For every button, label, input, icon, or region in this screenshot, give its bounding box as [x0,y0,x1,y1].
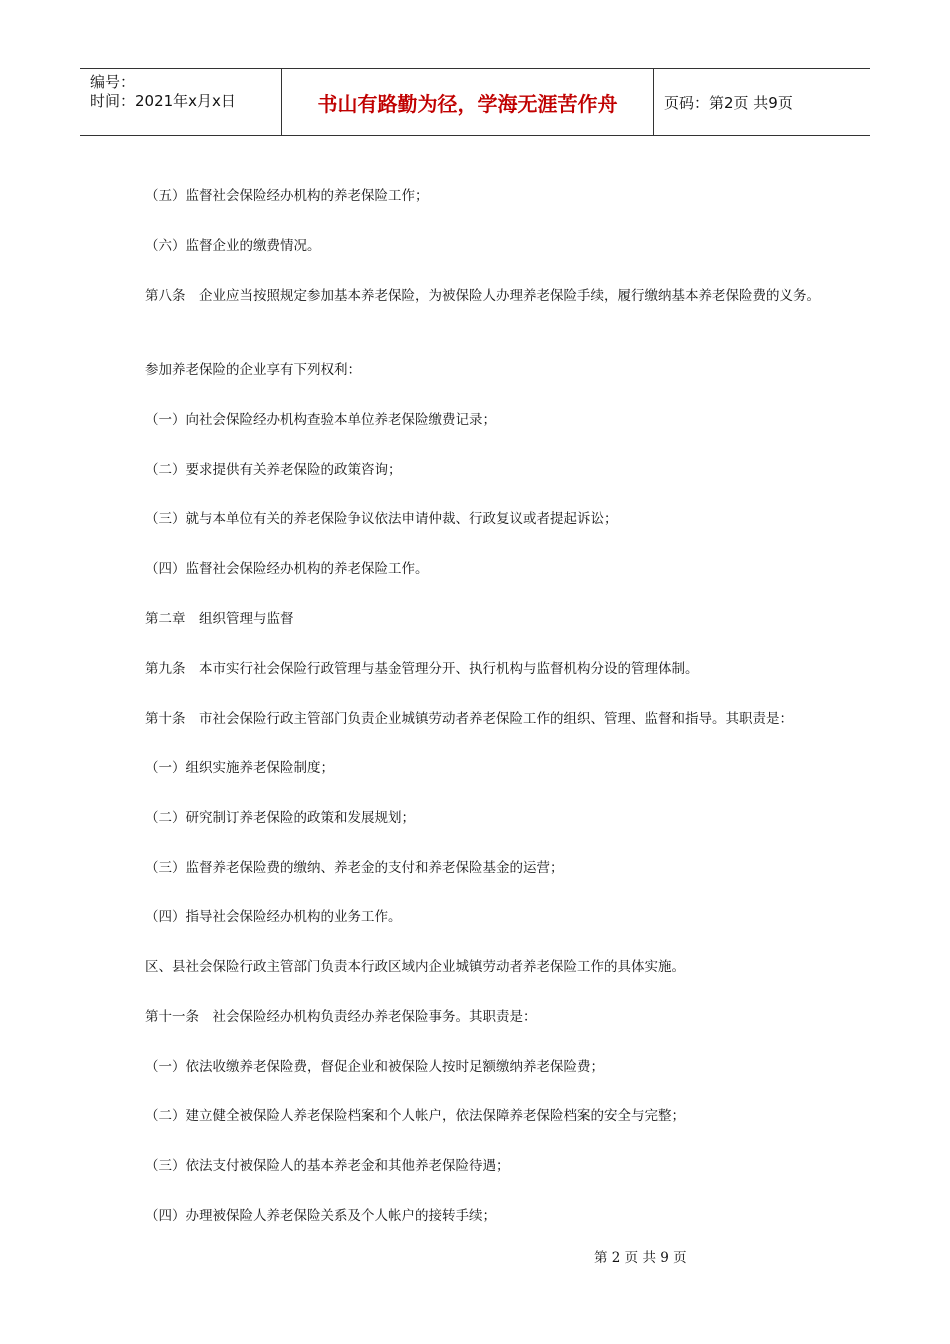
body-line: （二）研究制订养老保险的政策和发展规划； [145,810,415,826]
body-line: （三）监督养老保险费的缴纳、养老金的支付和养老保险基金的运营； [145,860,564,876]
body-line: （一）向社会保险经办机构查验本单位养老保险缴费记录； [145,412,496,428]
page-footer: 第 2 页 共 9 页 [594,1250,687,1266]
body-line: （四）监督社会保险经办机构的养老保险工作。 [145,561,429,577]
body-line: 第十一条 社会保险经办机构负责经办养老保险事务。其职责是： [145,1009,537,1025]
document-date-label: 时间：2021年x月x日 [90,92,236,110]
chapter-heading: 第二章 组织管理与监督 [145,611,294,627]
body-line: （五）监督社会保险经办机构的养老保险工作； [145,188,429,204]
header-meta [80,69,281,135]
page-header [80,68,870,136]
body-line: （二）要求提供有关养老保险的政策咨询； [145,462,402,478]
header-page-info: 页码：第2页 共9页 [664,93,793,112]
body-line: （二）建立健全被保险人养老保险档案和个人帐户，依法保障养老保险档案的安全与完整； [145,1108,685,1124]
body-line: 第十条 市社会保险行政主管部门负责企业城镇劳动者养老保险工作的组织、管理、监督和指导。其职责是： [145,711,793,727]
document-number-label: 编号： [90,73,136,91]
body-line: 区、县社会保险行政主管部门负责本行政区域内企业城镇劳动者养老保险工作的具体实施。 [145,959,685,975]
body-line: （三）依法支付被保险人的基本养老金和其他养老保险待遇； [145,1158,510,1174]
body-line: 第九条 本市实行社会保险行政管理与基金管理分开、执行机构与监督机构分设的管理体制。 [145,661,699,677]
body-line: （三）就与本单位有关的养老保险争议依法申请仲裁、行政复议或者提起诉讼； [145,511,618,527]
body-line: （一）依法收缴养老保险费，督促企业和被保险人按时足额缴纳养老保险费； [145,1059,604,1075]
body-line: （六）监督企业的缴费情况。 [145,238,321,254]
body-line: （四）指导社会保险经办机构的业务工作。 [145,909,402,925]
body-line: （四）办理被保险人养老保险关系及个人帐户的接转手续； [145,1208,496,1224]
body-line: （一）组织实施养老保险制度； [145,760,334,776]
body-paragraph: 第八条 企业应当按照规定参加基本养老保险，为被保险人办理养老保险手续，履行缴纳基本养老保险费的义务。 [145,288,820,304]
body-line: 参加养老保险的企业享有下列权利： [145,362,361,378]
header-motto: 书山有路勤为径，学海无涯苦作舟 [281,69,654,135]
